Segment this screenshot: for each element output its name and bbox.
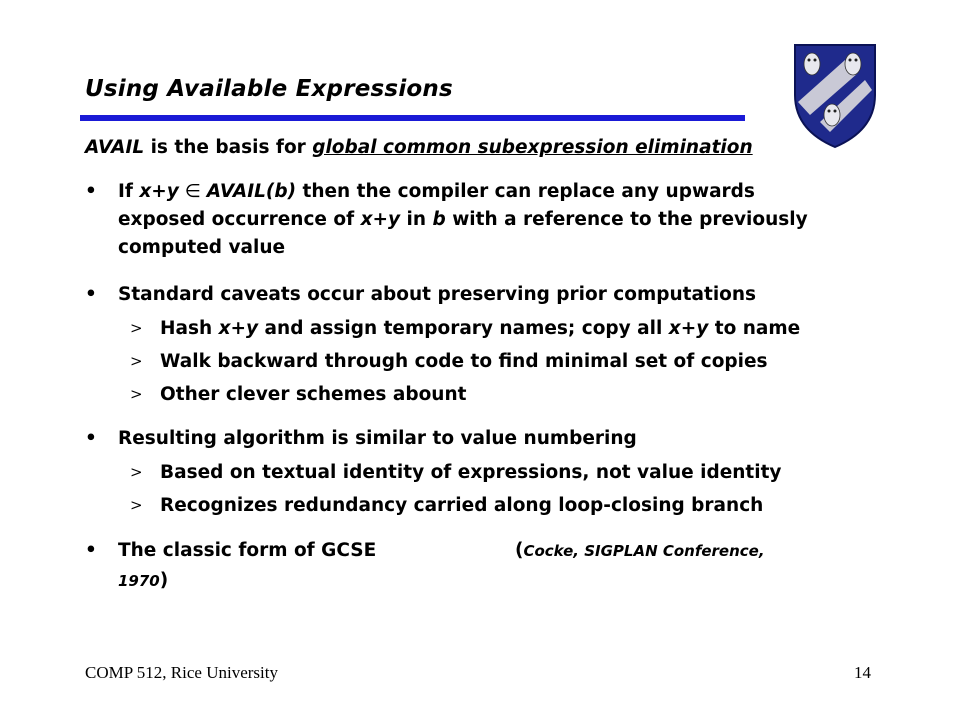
intro-line [85, 137, 753, 158]
slide-title: Using Available Expressions [85, 76, 453, 102]
bullet-dot: • [85, 181, 97, 202]
bullet-1-line-1: If x+y ∈ AVAIL(b) then the compiler can replace any upwards [118, 181, 755, 202]
sub-marker: > [130, 385, 143, 403]
bullet-dot: • [85, 540, 97, 561]
bullet-1-line-2: exposed occurrence of x+y in b with a reference to the previously [118, 209, 808, 230]
sub-marker: > [130, 352, 143, 370]
citation: (Cocke, SIGPLAN Conference, [515, 540, 765, 561]
sub-marker: > [130, 319, 143, 337]
sub-text: Other clever schemes abount [160, 384, 467, 405]
page-number: 14 [854, 663, 871, 682]
sub-text: Hash x+y and assign temporary names; copy all x+y to name [160, 318, 801, 339]
bullet-1-line-3: computed value [118, 237, 286, 258]
bullet-3-text: Resulting algorithm is similar to value numbering [118, 428, 637, 449]
sub-text: Based on textual identity of expressions, not value identity [160, 462, 782, 483]
rice-shield-logo [790, 40, 880, 150]
citation-cont: 1970) [118, 570, 169, 591]
sub-marker: > [130, 463, 143, 481]
bullet-4-text: The classic form of GCSE [118, 540, 377, 561]
sub-text: Walk backward through code to find minimal set of copies [160, 351, 768, 372]
title-rule [80, 115, 745, 121]
bullet-2-text: Standard caveats occur about preserving prior computations [118, 284, 757, 305]
sub-text: Recognizes redundancy carried along loop-closing branch [160, 495, 764, 516]
bullet-dot: • [85, 284, 97, 305]
footer-course: COMP 512, Rice University [85, 663, 278, 682]
avail-term: AVAIL [85, 137, 145, 158]
intro-text: is the basis for [144, 137, 313, 158]
sub-marker: > [130, 496, 143, 514]
gcse-term: global common subexpression elimination [312, 137, 753, 158]
bullet-dot: • [85, 428, 97, 449]
